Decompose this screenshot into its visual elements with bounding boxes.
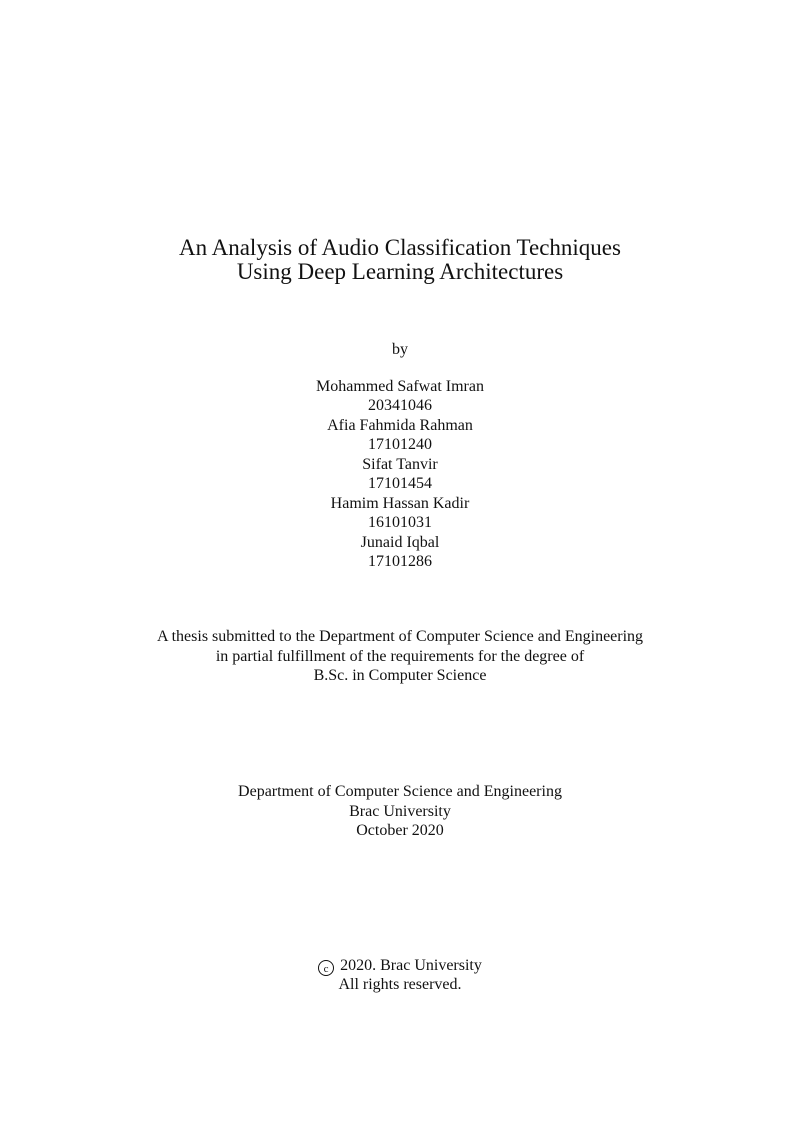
thesis-title-line-1: An Analysis of Audio Classification Techniques xyxy=(179,235,621,260)
author-name: Afia Fahmida Rahman xyxy=(327,417,473,434)
author-id: 20341046 xyxy=(368,397,432,414)
submission-line-1: A thesis submitted to the Department of Computer Science and Engineering xyxy=(156,628,644,645)
author-id: 17101286 xyxy=(368,553,432,570)
submission-date: October 2020 xyxy=(356,822,444,839)
degree-line: B.Sc. in Computer Science xyxy=(313,667,487,684)
author-name: Junaid Iqbal xyxy=(360,534,440,551)
copyright-text: 2020. Brac University xyxy=(340,957,482,974)
author-id: 16101031 xyxy=(368,514,432,531)
rights-reserved: All rights reserved. xyxy=(338,976,462,993)
author-id: 17101240 xyxy=(368,436,432,453)
thesis-title-line-2: Using Deep Learning Architectures xyxy=(236,259,564,284)
author-name: Hamim Hassan Kadir xyxy=(330,495,470,512)
department-name: Department of Computer Science and Engineering xyxy=(238,783,562,800)
author-name: Mohammed Safwat Imran xyxy=(316,378,484,395)
submission-line-2: in partial fulfillment of the requirements for the degree of xyxy=(215,648,585,665)
copyright-line xyxy=(0,956,800,976)
by-label: by xyxy=(392,341,408,358)
author-id: 17101454 xyxy=(368,475,432,492)
university-name: Brac University xyxy=(349,803,451,820)
author-name: Sifat Tanvir xyxy=(362,456,438,473)
copyright-icon: c xyxy=(318,960,334,976)
